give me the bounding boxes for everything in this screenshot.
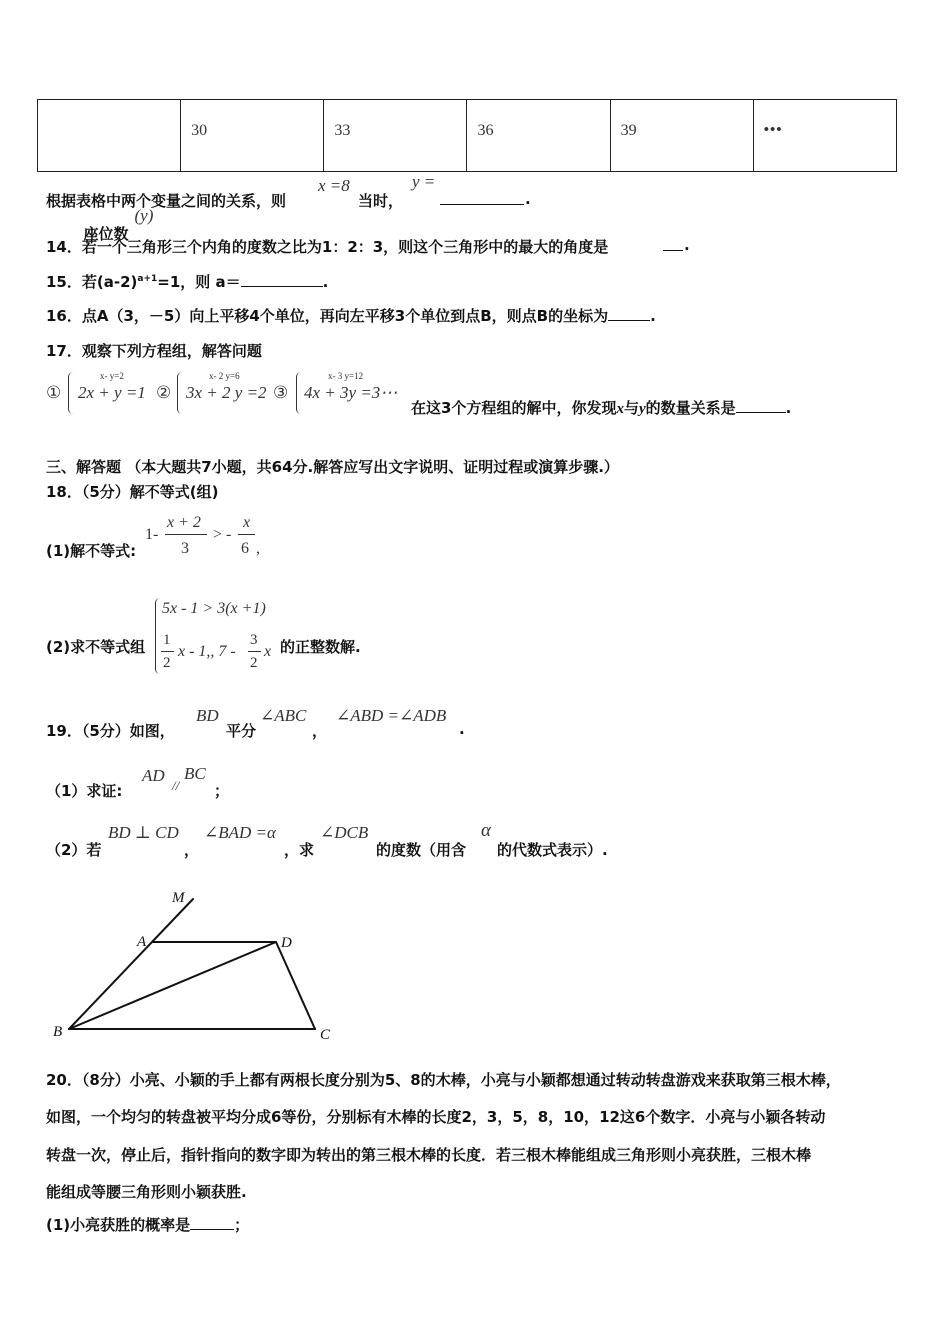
- line-bd: [69, 942, 276, 1029]
- q18-p2-line1: 5x - 1 > 3(x +1): [162, 600, 266, 617]
- q13-y-eq: y =: [412, 172, 436, 191]
- table-cell: 36: [467, 100, 610, 172]
- q19-c1: ，: [184, 841, 200, 859]
- q18-p2-line2-end: x: [264, 643, 272, 660]
- q18-p1-end: ,: [256, 540, 260, 557]
- table-cell: 39: [610, 100, 753, 172]
- q13-condition: x =8: [318, 176, 350, 195]
- q19-abc: ∠ABC: [260, 706, 307, 725]
- q14-text: 14．若一个三角形三个内角的度数之比为1：2：3，则这个三角形中的最大的角度是: [46, 238, 609, 256]
- label-c: C: [320, 1027, 331, 1043]
- q19-alpha: α: [481, 820, 491, 841]
- q19-parallel: //: [172, 778, 180, 793]
- label-b: B: [53, 1024, 63, 1040]
- q13-text-1: 根据表格中两个变量之间的关系，则: [46, 192, 287, 210]
- table-cell: •••: [753, 100, 896, 172]
- q20-line2: 如图，一个均匀的转盘被平均分成6等份，分别标有木棒的长度2，3，5，8，10，12这6个数字．小亮与小颖各转动: [46, 1108, 826, 1126]
- q20-line3: 转盘一次，停止后，指针指向的数字即为转出的第三根木棒的长度．若三根木棒能组成三角形则小亮获胜，三根木棒: [46, 1146, 812, 1164]
- q15-text: 15．若$(a-2)^{a+1}=1$，则 a＝ .: [46, 273, 329, 291]
- q17-sys2-bottom: 3x + 2 y =2: [186, 383, 267, 402]
- q19-bc: BC: [184, 764, 206, 783]
- q18-p1-num: x + 2: [167, 514, 201, 531]
- q18-p2-frac-num: 1: [163, 632, 171, 648]
- q16-text: 16．点A（3，－5）向上平移4个单位，再向左平移3个单位到点B，则点B的坐标为 .: [46, 307, 656, 325]
- q17-sys3-top: x- 3 y=12: [328, 371, 364, 381]
- q18-p1-lhs: 1-: [145, 526, 159, 543]
- q19-dot: .: [459, 720, 465, 738]
- q18-p2-label: (2)求不等式组: [46, 638, 146, 656]
- q18-title: 18．（5分）解不等式(组): [46, 483, 219, 501]
- q19-p2-mid: 的度数（用含: [376, 841, 467, 859]
- q19-p2-end: 的代数式表示）.: [497, 841, 608, 859]
- q13-end: .: [525, 190, 531, 208]
- q19-title: 19．（5分）如图，: [46, 722, 175, 740]
- q19-c2: ，求: [284, 841, 315, 859]
- q19-bad: ∠BAD =α: [204, 823, 276, 842]
- q19-perp: BD ⊥ CD: [108, 823, 179, 842]
- q20-line4: 能组成等腰三角形则小颖获胜.: [46, 1183, 247, 1201]
- q18-p2-frac-den: 2: [163, 655, 171, 671]
- q18-p1-op: > -: [213, 526, 232, 543]
- section3-title: 三、解答题 （本大题共7小题，共64分.解答应写出文字说明、证明过程或演算步骤.）: [46, 458, 619, 476]
- q19-p1-label: （1）求证:: [46, 782, 123, 800]
- q17-sys1-mark: ①: [46, 383, 62, 402]
- q14-end: .: [684, 236, 690, 254]
- label-d: D: [281, 935, 292, 951]
- q20-p1: (1)小亮获胜的概率是 ；: [46, 1216, 250, 1234]
- table-cell: 33: [324, 100, 467, 172]
- q18-p1-den: 3: [181, 540, 189, 557]
- q17-sys3-mark: ③: [273, 383, 289, 402]
- q20-answer-blank: [190, 1215, 234, 1230]
- q17-sys1-top: x- y=2: [100, 371, 124, 381]
- q13-text-2: 当时，: [358, 192, 404, 210]
- q19-p1-end: ；: [214, 782, 230, 800]
- q19-eq: ∠ABD =∠ADB: [336, 706, 447, 725]
- q17-sys3-bottom: 4x + 3y =3⋯: [304, 383, 398, 402]
- header-var: (y): [134, 205, 154, 225]
- table-cell: 30: [181, 100, 324, 172]
- q18-p1-num2: x: [243, 514, 251, 531]
- q17-tail: 在这3个方程组的解中，你发现x与y的数量关系是 .: [411, 399, 792, 417]
- q19-bd: BD: [196, 706, 219, 725]
- q17-title: 17．观察下列方程组，解答问题: [46, 342, 262, 360]
- q18-p2-frac2-den: 2: [250, 655, 258, 671]
- q18-p2-line2-mid: x - 1,, 7 -: [178, 643, 236, 660]
- q17-sys2-mark: ②: [156, 383, 172, 402]
- q18-p1-den2: 6: [241, 540, 249, 557]
- q19-bisect: 平分: [226, 722, 257, 740]
- q18-p2-tail: 的正整数解.: [280, 638, 361, 656]
- q19-dcb: ∠DCB: [320, 823, 369, 842]
- q18-p2-frac2-num: 3: [250, 632, 258, 648]
- line-dc: [276, 942, 315, 1029]
- q17-sys1-bottom: 2x + y =1: [78, 383, 146, 402]
- line-bm: [69, 899, 193, 1029]
- q17-sys2-top: x- 2 y=6: [209, 371, 240, 381]
- header-label: 座位数: [83, 224, 129, 243]
- q19-ad: AD: [142, 766, 165, 785]
- label-m: M: [172, 890, 185, 906]
- q19-comma: ，: [312, 722, 328, 740]
- q20-line1: 20．（8分）小亮、小颖的手上都有两根长度分别为5、8的木棒，小亮与小颖都想通过转动转盘游戏来获取第三根木棒，: [46, 1071, 841, 1089]
- q19-p2-label: （2）若: [46, 841, 102, 859]
- label-a: A: [137, 934, 147, 950]
- q18-p1-label: (1)解不等式:: [46, 542, 137, 560]
